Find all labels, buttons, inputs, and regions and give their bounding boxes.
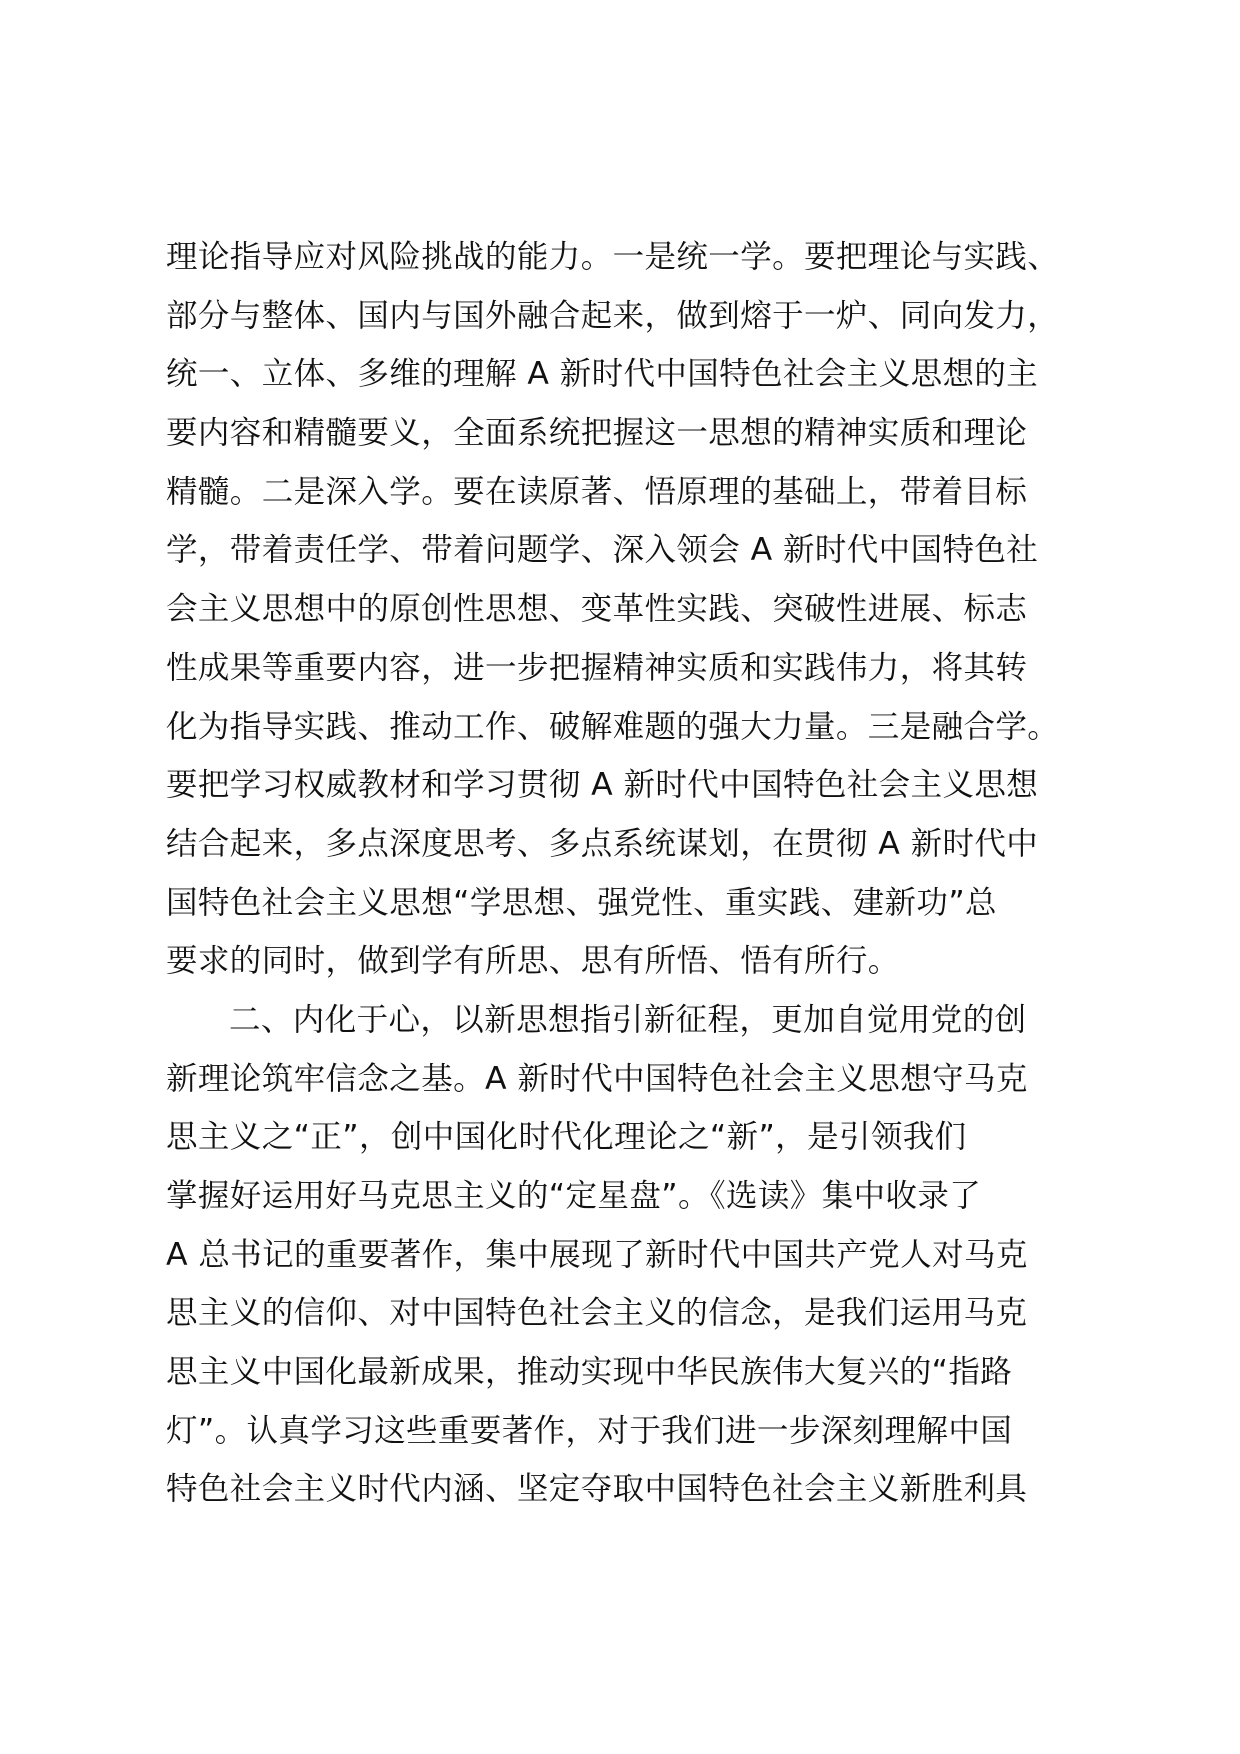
text-line: 要把学习权威教材和学习贯彻 A 新时代中国特色社会主义思想 xyxy=(166,767,1039,804)
text-line: 学，带着责任学、带着问题学、深入领会 A 新时代中国特色社 xyxy=(166,532,1039,569)
text-line: 国特色社会主义思想“学思想、强党性、重实践、建新功”总 xyxy=(166,884,997,921)
text-line: 思主义之“正”，创中国化时代化理论之“新”，是引领我们 xyxy=(166,1119,967,1156)
text-line: 部分与整体、国内与国外融合起来，做到熔于一炉、同向发力， xyxy=(166,297,1060,334)
text-line: 结合起来，多点深度思考、多点系统谋划，在贯彻 A 新时代中 xyxy=(166,825,1039,862)
text-line: 性成果等重要内容，进一步把握精神实质和实践伟力，将其转 xyxy=(166,649,1028,686)
text-line: 新理论筑牢信念之基。A 新时代中国特色社会主义思想守马克 xyxy=(166,1060,1028,1097)
text-line: 思主义的信仰、对中国特色社会主义的信念，是我们运用马克 xyxy=(166,1295,1028,1332)
text-line: 会主义思想中的原创性思想、变革性实践、突破性进展、标志 xyxy=(166,591,1028,628)
text-line: 统一、立体、多维的理解 A 新时代中国特色社会主义思想的主 xyxy=(166,356,1039,393)
text-line: 掌握好运用好马克思主义的“定星盘”。《选读》集中收录了 xyxy=(166,1178,982,1214)
text-line: 精髓。二是深入学。要在读原著、悟原理的基础上，带着目标 xyxy=(166,473,1028,510)
text-line: 理论指导应对风险挑战的能力。一是统一学。要把理论与实践、 xyxy=(166,239,1060,275)
text-line: 灯”。认真学习这些重要著作，对于我们进一步深刻理解中国 xyxy=(166,1412,1013,1449)
text-line: 要求的同时，做到学有所思、思有所悟、悟有所行。 xyxy=(166,943,900,980)
text-line: 思主义中国化最新成果，推动实现中华民族伟大复兴的“指路 xyxy=(166,1354,1013,1391)
text-line: 要内容和精髓要义，全面系统把握这一思想的精神实质和理论 xyxy=(166,415,1028,452)
text-line: 化为指导实践、推动工作、破解难题的强大力量。三是融合学。 xyxy=(166,708,1060,745)
text-line: 特色社会主义时代内涵、坚定夺取中国特色社会主义新胜利具 xyxy=(166,1471,1028,1508)
text-line: A 总书记的重要著作，集中展现了新时代中国共产党人对马克 xyxy=(166,1236,1028,1273)
text-line: 二、内化于心，以新思想指引新征程，更加自觉用党的创 xyxy=(229,1001,1027,1038)
body-text xyxy=(166,228,1096,1519)
